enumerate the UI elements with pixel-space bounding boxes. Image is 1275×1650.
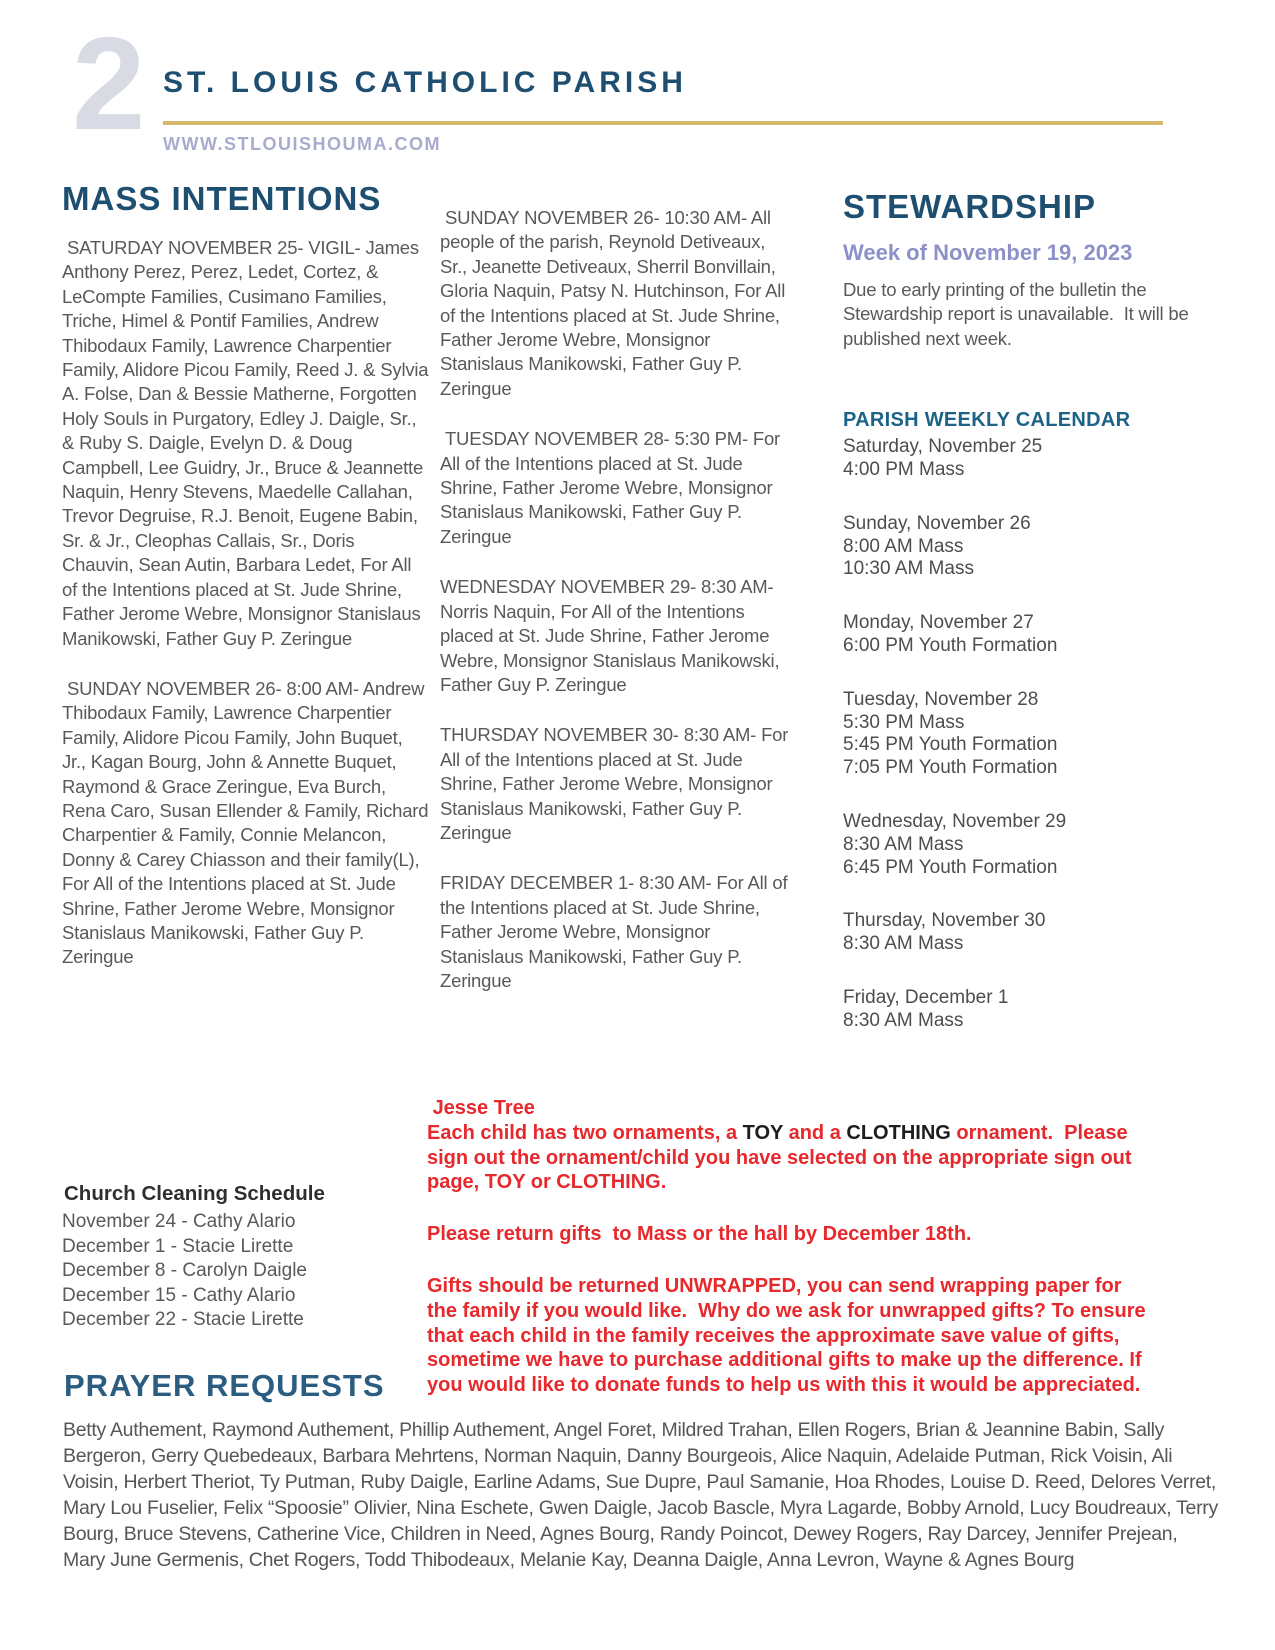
jesse-tree-text: Each child has two ornaments, a <box>427 1121 743 1144</box>
mass-intention-paragraph: THURSDAY NOVEMBER 30- 8:30 AM- For All of the Intentions placed at St. Jude Shrine, Father Jerome Webre, Monsignor Stanislaus Manikowski, Father Guy P. Zeringue <box>440 724 793 843</box>
calendar-event: 8:30 AM Mass <box>843 833 964 855</box>
jesse-tree-clothing-word: CLOTHING <box>846 1121 951 1144</box>
calendar-day-group <box>843 689 1193 780</box>
mass-intention-paragraph: SUNDAY NOVEMBER 26- 8:00 AM- Andrew Thibodaux Family, Lawrence Charpentier Family, Alidore Picou Family, John Buquet, Jr., Kagan Bourg, John & Annette Buquet, Raymond & Grace Zeringue, Eva Burch, Rena Caro, Susan Ellender & Family, Richard Charpentier & Family, Connie Melancon, Donny & Carey Chiasson and their family(L), For All of the Intentions placed at St. Jude Shrine, Father Jerome Webre, Monsignor Stanislaus Manikowski, Father Guy P. Zeringue <box>62 677 434 968</box>
calendar-event: 6:00 PM Youth Formation <box>843 635 1058 656</box>
calendar-event: 10:30 AM Mass <box>843 558 974 580</box>
jesse-tree-toy-word: TOY <box>742 1121 784 1144</box>
calendar-day: Monday, November 27 <box>843 612 1034 634</box>
cleaning-schedule-list <box>62 1210 432 1333</box>
gold-divider <box>163 121 1163 125</box>
cleaning-schedule-item: December 8 - Carolyn Daigle <box>62 1260 307 1281</box>
parish-calendar-list <box>843 436 1193 1032</box>
parish-calendar-heading: PARISH WEEKLY CALENDAR <box>843 409 1131 432</box>
calendar-event: 7:05 PM Youth Formation <box>843 757 1058 779</box>
mass-intentions-paragraphs <box>62 236 434 970</box>
calendar-event: 4:00 PM Mass <box>843 459 965 481</box>
calendar-day-group <box>843 612 1193 658</box>
calendar-day-group <box>843 910 1193 956</box>
calendar-day-group <box>843 513 1193 581</box>
mass-intentions-heading: MASS INTENTIONS <box>62 180 382 217</box>
stewardship-heading: STEWARDSHIP <box>843 188 1097 225</box>
cleaning-schedule-heading: Church Cleaning Schedule <box>64 1182 325 1205</box>
calendar-event: 8:30 AM Mass <box>843 1009 964 1031</box>
calendar-day: Sunday, November 26 <box>843 512 1031 534</box>
jesse-tree-paragraph-3: Gifts should be returned UNWRAPPED, you can send wrapping paper for the family if you would like. Why do we ask for unwrapped gifts? To ensure that each child in the family receives the approximate save value of gifts, sometime we have to purchase additional gifts to make up the difference. If you would like to donate funds to help us with this it would be appreciated. <box>427 1274 1152 1397</box>
jesse-tree-paragraph-1 <box>427 1121 1151 1195</box>
calendar-event: 5:30 PM Mass <box>843 711 965 733</box>
prayer-requests-names: Betty Authement, Raymond Authement, Phillip Authement, Angel Foret, Mildred Trahan, Ellen Rogers, Brian & Jeannine Babin, Sally Bergeron, Gerry Quebedeaux, Barbara Mehrtens, Norman Naquin, Danny Bourgeois, Alice Naquin, Adelaide Putman, Rick Voisin, Ali Voisin, Herbert Theriot, Ty Putman, Ruby Daigle, Earline Adams, Sue Dupre, Paul Samanie, Hoa Rhodes, Louise D. Reed, Delores Verret, Mary Lou Fuselier, Felix “Spoosie” Olivier, Nina Eschete, Gwen Daigle, Jacob Bascle, Myra Lagarde, Bobby Arnold, Lucy Boudreaux, Terry Bourg, Bruce Stevens, Catherine Vice, Children in Need, Agnes Bourg, Randy Poincot, Dewey Rogers, Ray Darcey, Jennifer Prejean, Mary June Germenis, Chet Rogers, Todd Thibodeaux, Melanie Kay, Deanna Daigle, Anna Levron, Wayne & Agnes Bourg <box>63 1419 1224 1571</box>
calendar-day: Thursday, November 30 <box>843 910 1046 932</box>
stewardship-section <box>843 188 1193 1064</box>
page-number: 2 <box>72 10 146 157</box>
mass-intentions-section <box>62 180 434 996</box>
prayer-requests-heading: PRAYER REQUESTS <box>64 1368 385 1403</box>
mass-intention-paragraph: SATURDAY NOVEMBER 25- VIGIL- James Anthony Perez, Perez, Ledet, Cortez, & LeCompte Families, Cusimano Families, Triche, Himel & Pontif Families, Andrew Thibodaux Family, Lawrence Charpentier Family, Alidore Picou Family, Reed J. & Sylvia A. Folse, Dan & Bessie Matherne, Forgotten Holy Souls in Purgatory, Edley J. Daigle, Sr., & Ruby S. Daigle, Evelyn D. & Doug Campbell, Lee Guidry, Jr., Bruce & Jeannette Naquin, Henry Stevens, Maedelle Callahan, Trevor Degruise, R.J. Benoit, Eugene Babin, Sr. & Jr., Cleophas Callais, Sr., Doris Chauvin, Sean Autin, Barbara Ledet, For All of the Intentions placed at St. Jude Shrine, Father Jerome Webre, Monsignor Stanislaus Manikowski, Father Guy P. Zeringue <box>62 237 433 649</box>
calendar-event: 8:30 AM Mass <box>843 933 964 955</box>
mass-intention-paragraph: TUESDAY NOVEMBER 28- 5:30 PM- For All of the Intentions placed at St. Jude Shrine, Father Jerome Webre, Monsignor Stanislaus Manikowski, Father Guy P. Zeringue <box>440 428 784 547</box>
stewardship-note: Due to early printing of the bulletin the Stewardship report is unavailable. It will be published next week. <box>843 279 1194 349</box>
calendar-day-group <box>843 987 1193 1033</box>
jesse-tree-text: and a <box>783 1121 847 1144</box>
cleaning-schedule-item: December 1 - Stacie Lirette <box>62 1235 294 1257</box>
calendar-day: Friday, December 1 <box>843 986 1009 1008</box>
calendar-day: Tuesday, November 28 <box>843 688 1039 710</box>
jesse-tree-paragraph-2: Please return gifts to Mass or the hall by December 18th. <box>427 1223 972 1246</box>
page-title: ST. LOUIS CATHOLIC PARISH <box>163 66 687 99</box>
calendar-day-group <box>843 811 1193 879</box>
calendar-event: 8:00 AM Mass <box>843 535 964 557</box>
cleaning-schedule-section <box>62 1182 432 1333</box>
calendar-day: Saturday, November 25 <box>843 436 1043 458</box>
calendar-day-group <box>843 436 1193 482</box>
mass-intention-paragraph: FRIDAY DECEMBER 1- 8:30 AM- For All of the Intentions placed at St. Jude Shrine, Father Jerome Webre, Monsignor Stanislaus Manikowski, Father Guy P. Zeringue <box>440 872 793 991</box>
calendar-event: 6:45 PM Youth Formation <box>843 856 1058 878</box>
mass-intentions-paragraphs-2 <box>440 206 792 993</box>
calendar-event: 5:45 PM Youth Formation <box>843 734 1058 756</box>
website-link[interactable]: WWW.STLOUISHOUMA.COM <box>163 134 441 154</box>
mass-intention-paragraph: WEDNESDAY NOVEMBER 29- 8:30 AM- Norris Naquin, For All of the Intentions placed at St. Jude Shrine, Father Jerome Webre, Monsignor Stanislaus Manikowski, Father Guy P. Zeringue <box>440 576 785 695</box>
cleaning-schedule-item: November 24 - Cathy Alario <box>62 1211 296 1232</box>
jesse-tree-text: ornament. Please sign out the ornament/child you have selected on the appropriate sign out page, TOY or CLOTHING. <box>427 1121 1138 1194</box>
calendar-day: Wednesday, November 29 <box>843 810 1067 832</box>
jesse-tree-section <box>427 1096 1151 1425</box>
cleaning-schedule-item: December 15 - Cathy Alario <box>62 1284 296 1306</box>
mass-intention-paragraph: SUNDAY NOVEMBER 26- 10:30 AM- All people of the parish, Reynold Detiveaux, Sr., Jeanette Detiveaux, Sherril Bonvillain, Gloria Naquin, Patsy N. Hutchinson, For All of the Intentions placed at St. Jude Shrine, Father Jerome Webre, Monsignor Stanislaus Manikowski, Father Guy P. Zeringue <box>440 207 791 399</box>
jesse-tree-heading: Jesse Tree <box>427 1097 535 1119</box>
stewardship-week-label: Week of November 19, 2023 <box>843 240 1133 265</box>
mass-intentions-column-2 <box>440 206 792 1019</box>
cleaning-schedule-item: December 22 - Stacie Lirette <box>62 1309 304 1330</box>
